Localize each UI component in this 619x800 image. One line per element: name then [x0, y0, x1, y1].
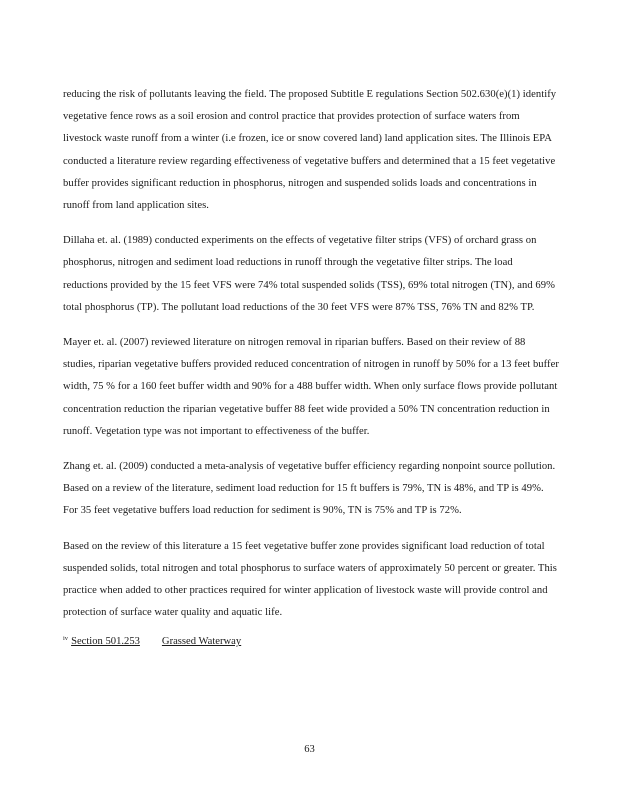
section-title: Grassed Waterway	[161, 636, 242, 648]
paragraph-mayer: Mayer et. al. (2007) reviewed literature on nitrogen removal in riparian buffers. Based on their review of 88 studies, riparian vegetative buffers provided reduced concentration of nitrogen in runoff by 50% for a 13 feet buffer width, 75 % for a 160 feet buffer width and 90% for a 488 buffer width. When only surface flows provide pollutant concentration reduction the riparian vegetative buffer 88 feet wide provided a 50% TN concentration reduction in runoff. Vegetation type was not important to effectiveness of the buffer.	[63, 337, 559, 437]
page-number: 63	[304, 744, 315, 755]
paragraph-dillaha: Dillaha et. al. (1989) conducted experiments on the effects of vegetative filter strips (VFS) of orchard grass on phosphorus, nitrogen and sediment load reductions in runoff through the vegetative filter strips. The load reductions provided by the 15 feet VFS were 74% total suspended solids (TSS), 69% total nitrogen (TN), and 69% total phosphorus (TP). The pollutant load reductions of the 30 feet VFS were 87% TSS, 76% TN and 82% TP.	[63, 235, 555, 313]
section-number: Section 501.253	[71, 636, 140, 648]
document-page	[63, 84, 559, 650]
paragraph-zhang: Zhang et. al. (2009) conducted a meta-analysis of vegetative buffer efficiency regarding nonpoint source pollution. Based on a review of the literature, sediment load reduction for 15 ft buffers is 79%, TN is 48%, and TP is 49%. For 35 feet vegetative buffers load reduction for sediment is 90%, TN is 75% and TP is 72%.	[63, 461, 556, 517]
section-heading	[63, 634, 559, 650]
section-marker: iv	[63, 635, 69, 643]
paragraph-buffer-intro: reducing the risk of pollutants leaving the field. The proposed Subtitle E regulations Section 502.630(e)(1) identify vegetative fence rows as a soil erosion and control practice that provides protection of surface waters from livestock waste runoff from a winter (i.e frozen, ice or snow covered land) land application sites. The Illinois EPA conducted a literature review regarding effectiveness of vegetative buffers and determined that a 15 feet vegetative buffer provides significant reduction in phosphorus, nitrogen and suspended solids loads and concentrations in runoff from land application sites.	[63, 89, 557, 212]
paragraph-conclusion: Based on the review of this literature a 15 feet vegetative buffer zone provides significant load reduction of total suspended solids, total nitrogen and total phosphorus to surface waters of approximately 50 percent or greater. This practice when added to other practices required for winter application of livestock waste will provide control and protection of surface water quality and aquatic life.	[63, 540, 557, 619]
